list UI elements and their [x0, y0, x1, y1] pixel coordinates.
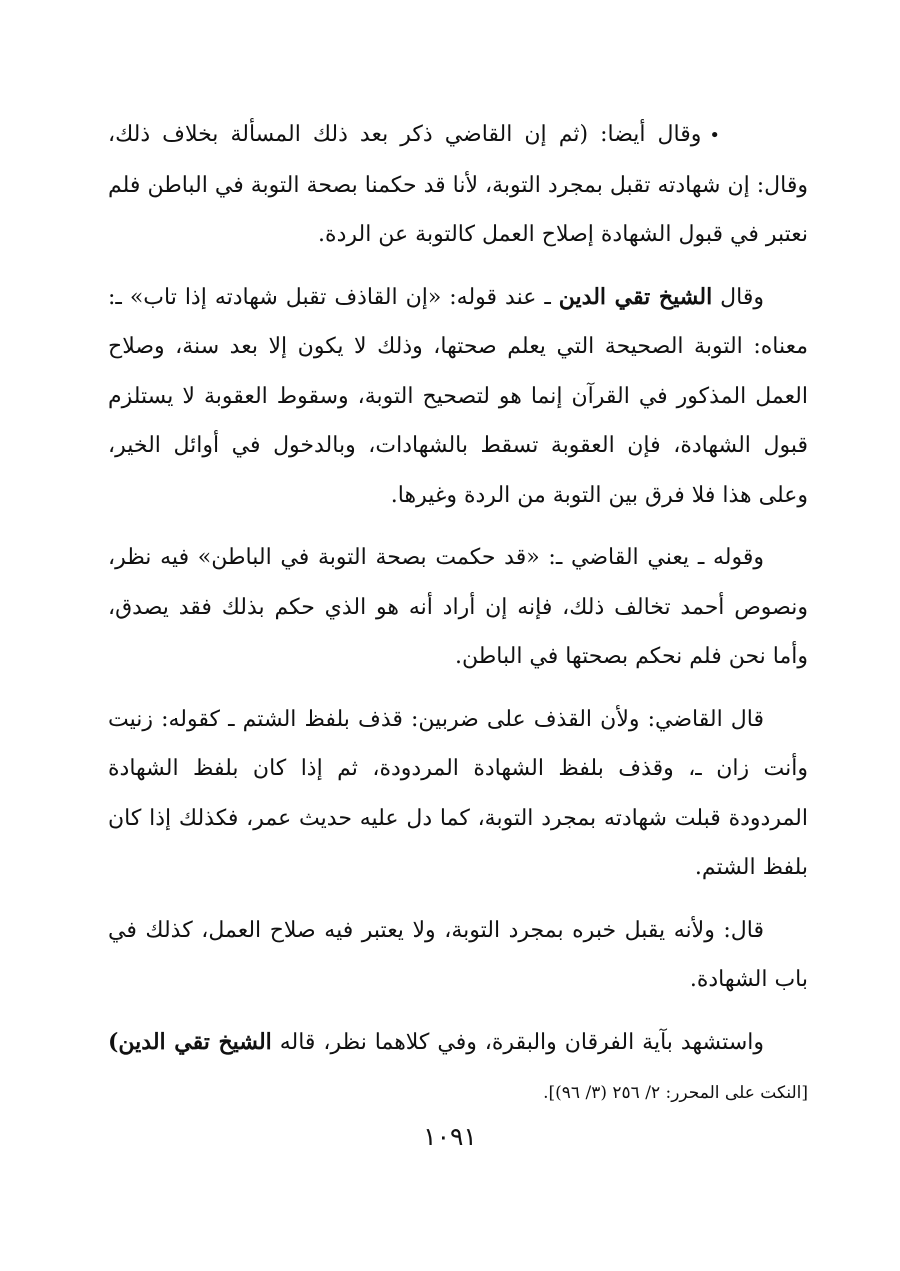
bullet-icon: • [709, 125, 720, 146]
paragraph-5-text: قال: ولأنه يقبل خبره بمجرد التوبة، ولا يعتبر فيه صلاح العمل، كذلك في باب الشهادة. [108, 917, 808, 992]
paragraph-2 [108, 273, 808, 521]
paragraph-2-lead: وقال [720, 284, 764, 310]
paragraph-2-author: الشيخ تقي الدين [558, 283, 713, 310]
paragraph-4-text: قال القاضي: ولأن القذف على ضربين: قذف بلفظ الشتم ـ كقوله: زنيت وأنت زان ـ، وقذف بلفظ الشهادة المردودة، ثم إذا كان بلفظ الشهادة المردودة قبلت شهادته بمجرد التوبة، كما دل عليه حديث عمر، فكذلك إذا كان بلفظ الشتم. [108, 706, 808, 880]
paragraph-6-author: الشيخ تقي الدين) [108, 1028, 272, 1055]
page-body [108, 110, 808, 1132]
paragraph-1 [108, 110, 808, 260]
paragraph-4 [108, 695, 808, 893]
paragraph-6-text: واستشهد بآية الفرقان والبقرة، وفي كلاهما نظر، قاله [279, 1029, 764, 1055]
paragraph-6 [108, 1018, 808, 1119]
paragraph-3-text: وقوله ـ يعني القاضي ـ: «قد حكمت بصحة التوبة في الباطن» فيه نظر، ونصوص أحمد تخالف ذلك، فإنه إن أراد أنه هو الذي حكم بذلك فقد يصدق، وأما نحن فلم نحكم بصحتها في الباطن. [108, 545, 808, 669]
paragraph-2-text: ـ عند قوله: «إن القاذف تقبل شهادته إذا تاب» ـ: معناه: التوبة الصحيحة التي يعلم صحتها، وذلك لا يكون إلا بعد سنة، وصلاح العمل المذكور في القرآن إنما هو لتصحيح التوبة، وسقوط العقوبة لا يستلزم قبول الشهادة، فإن العقوبة تسقط بالشهادات، وبالدخول في أوائل الخير، وعلى هذا فلا فرق بين التوبة من الردة وغيرها. [108, 284, 808, 508]
paragraph-5 [108, 906, 808, 1005]
page-number: ١٠٩١ [423, 1122, 477, 1151]
paragraph-1-text: وقال أيضا: (ثم إن القاضي ذكر بعد ذلك المسألة بخلاف ذلك، وقال: إن شهادته تقبل بمجرد التوبة، لأنا قد حكمنا بصحة التوبة في الباطن فلم نعتبر في قبول الشهادة إصلاح العمل كالتوبة عن الردة. [108, 122, 808, 247]
citation-reference: [النكت على المحرر: ٢/ ٢٥٦ (٣/ ٩٦)]. [543, 1083, 808, 1103]
paragraph-3 [108, 533, 808, 682]
